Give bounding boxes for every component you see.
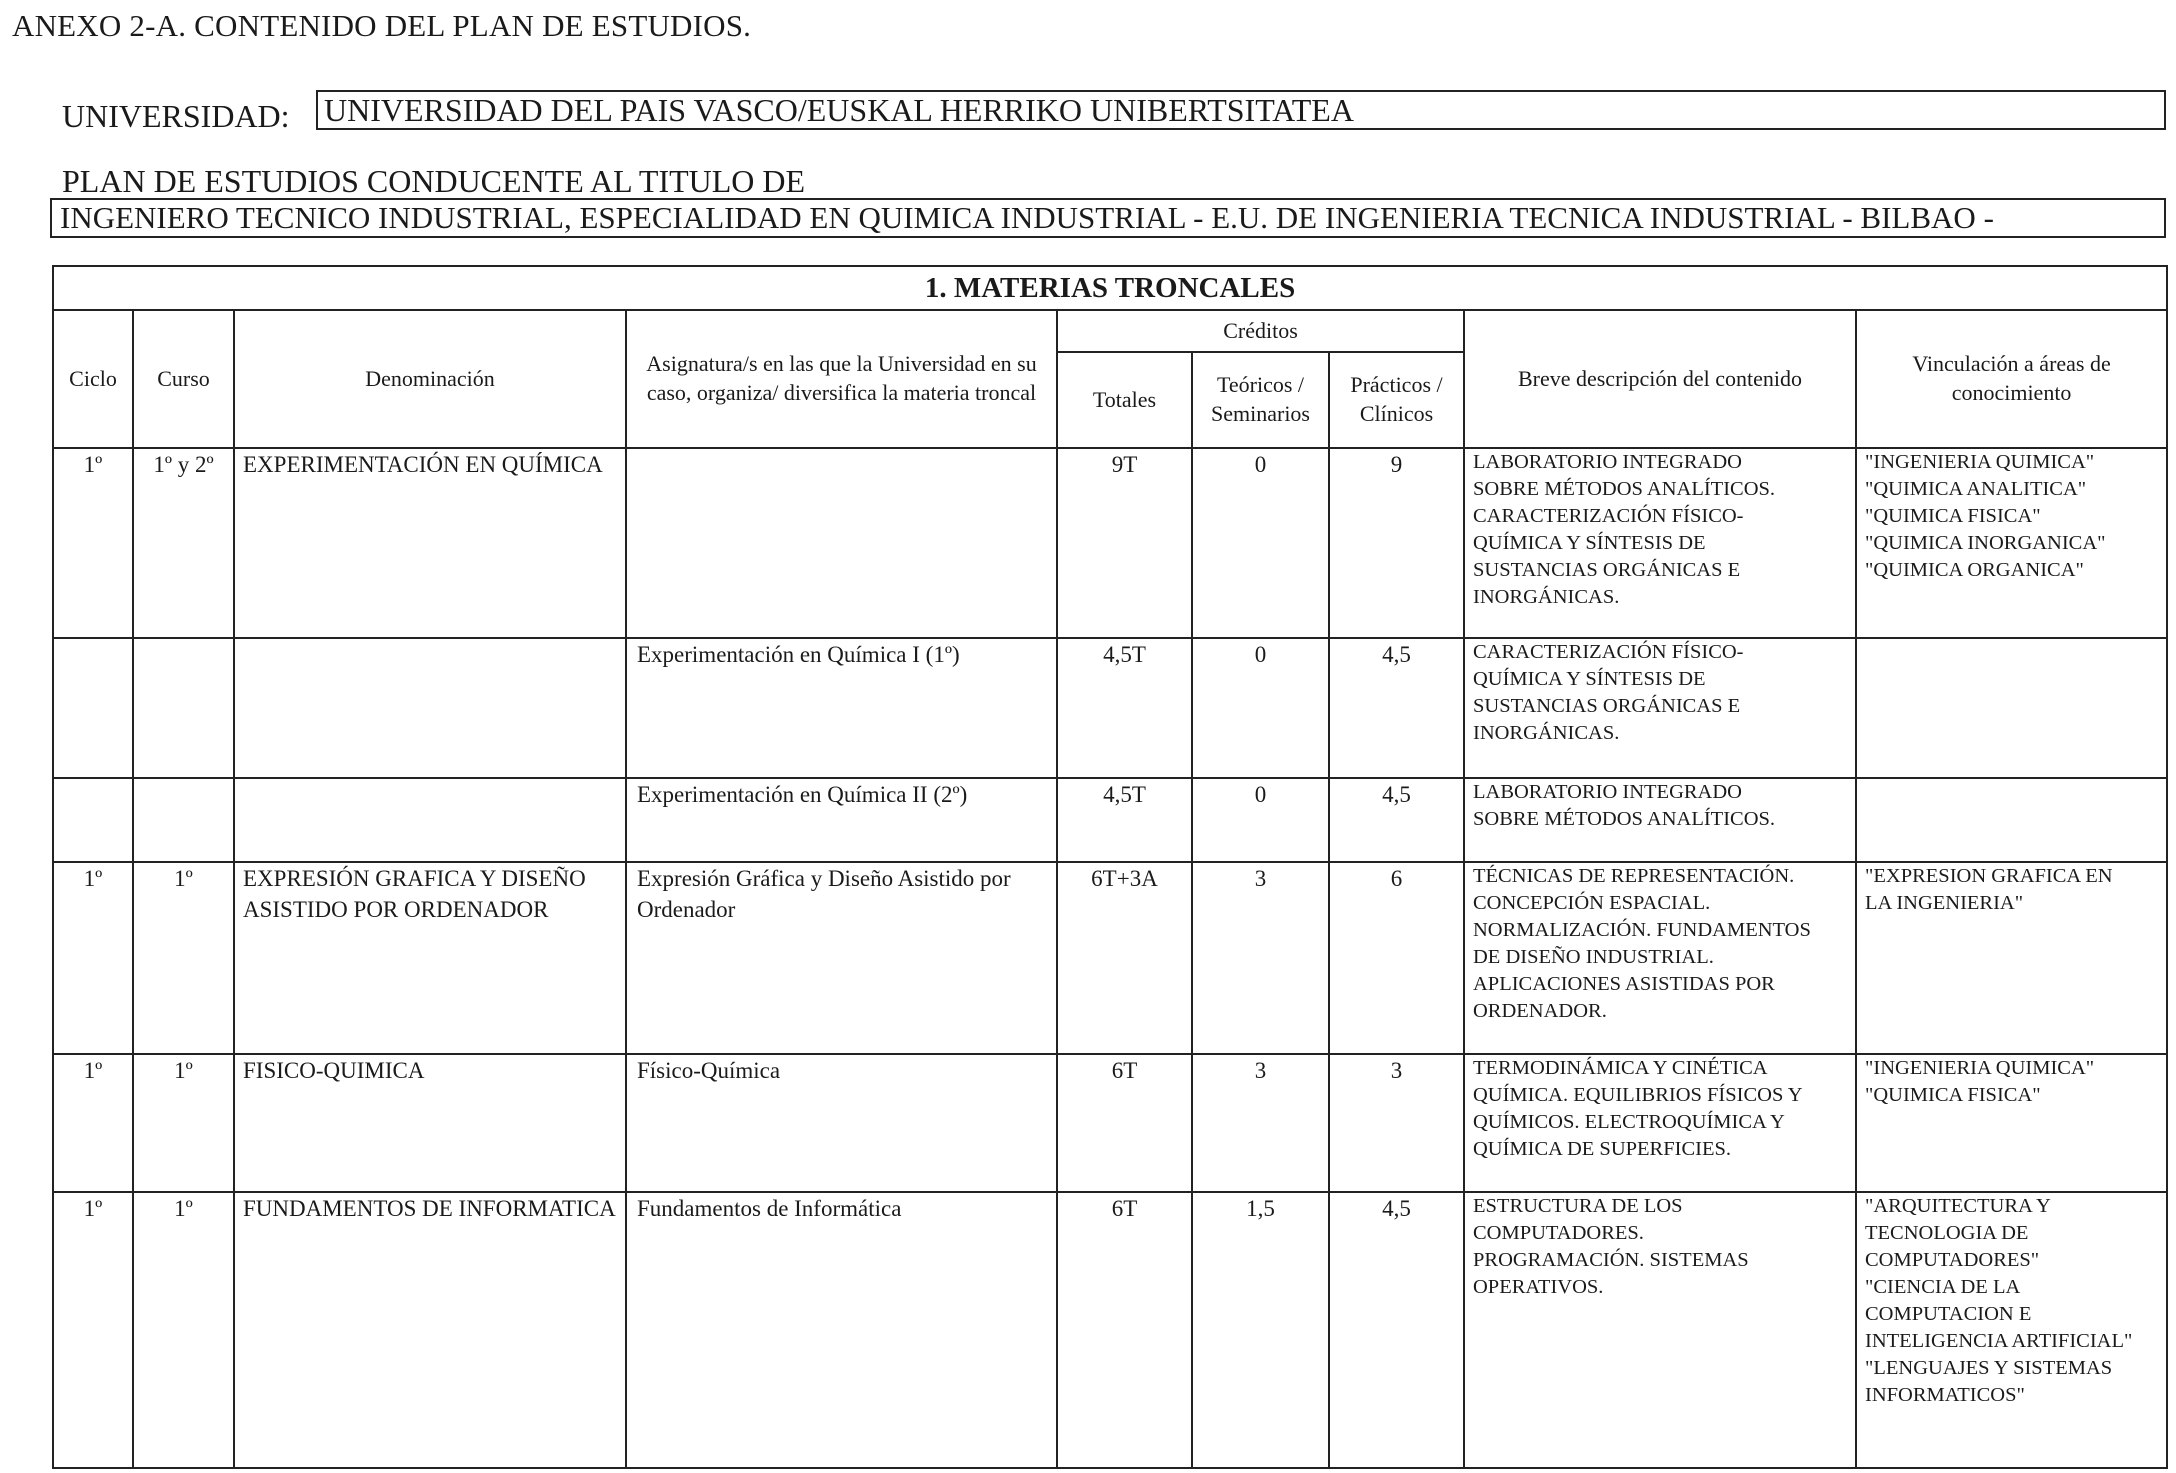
descripcion-line: SUSTANCIAS ORGÁNICAS E: [1473, 559, 1741, 581]
cell-ciclo: 1º: [53, 1192, 133, 1468]
cell-asignatura: [626, 448, 1057, 638]
vinculacion-line: "QUIMICA FISICA": [1865, 1084, 2041, 1106]
annex-title: ANEXO 2-A. CONTENIDO DEL PLAN DE ESTUDIOS.: [12, 8, 752, 43]
descripcion-line: CONCEPCIÓN ESPACIAL.: [1473, 892, 1711, 914]
cell-asignatura: Expresión Gráfica y Diseño Asistido por Ordenador: [626, 862, 1057, 1054]
table-row: [53, 862, 2167, 1054]
descripcion-line: SOBRE MÉTODOS ANALÍTICOS.: [1473, 808, 1776, 830]
vinculacion-line: "CIENCIA DE LA: [1865, 1276, 2021, 1298]
cell-vinculacion: [1856, 1192, 2167, 1468]
cell-curso: [133, 778, 234, 862]
cell-teoricos: 0: [1192, 638, 1329, 778]
cell-denominacion: FISICO-QUIMICA: [234, 1054, 626, 1192]
vinculacion-line: LA INGENIERIA": [1865, 892, 2024, 914]
materias-troncales-table: [52, 265, 2168, 1469]
cell-asignatura: Físico-Química: [626, 1054, 1057, 1192]
col-totales: Totales: [1057, 352, 1192, 448]
vinculacion-line: COMPUTACION E: [1865, 1303, 2032, 1325]
descripcion-line: ESTRUCTURA DE LOS: [1473, 1195, 1683, 1217]
cell-denominacion: FUNDAMENTOS DE INFORMATICA: [234, 1192, 626, 1468]
descripcion-line: TÉCNICAS DE REPRESENTACIÓN.: [1473, 865, 1795, 887]
vinculacion-line: "INGENIERIA QUIMICA": [1865, 451, 2095, 473]
descripcion-line: TERMODINÁMICA Y CINÉTICA: [1473, 1057, 1768, 1079]
cell-practicos: 3: [1329, 1054, 1464, 1192]
table-row: [53, 1192, 2167, 1468]
cell-denominacion: [234, 638, 626, 778]
vinculacion-line: TECNOLOGIA DE: [1865, 1222, 2029, 1244]
cell-denominacion: [234, 778, 626, 862]
descripcion-line: PROGRAMACIÓN. SISTEMAS: [1473, 1249, 1749, 1271]
descripcion-line: CARACTERIZACIÓN FÍSICO-: [1473, 505, 1744, 527]
vinculacion-line: "LENGUAJES Y SISTEMAS: [1865, 1357, 2113, 1379]
vinculacion-line: "ARQUITECTURA Y: [1865, 1195, 2051, 1217]
descripcion-line: QUÍMICA Y SÍNTESIS DE: [1473, 668, 1706, 690]
descripcion-line: INORGÁNICAS.: [1473, 722, 1620, 744]
cell-teoricos: 0: [1192, 778, 1329, 862]
vinculacion-line: INTELIGENCIA ARTIFICIAL": [1865, 1330, 2133, 1352]
cell-practicos: 6: [1329, 862, 1464, 1054]
descripcion-line: QUÍMICA. EQUILIBRIOS FÍSICOS Y: [1473, 1084, 1803, 1106]
cell-asignatura: Experimentación en Química I (1º): [626, 638, 1057, 778]
cell-ciclo: [53, 638, 133, 778]
cell-descripcion: [1464, 1192, 1856, 1468]
col-asignaturas: Asignatura/s en las que la Universidad en su caso, organiza/ diversifica la materia troncal: [626, 310, 1057, 448]
cell-ciclo: 1º: [53, 862, 133, 1054]
cell-totales: 6T: [1057, 1054, 1192, 1192]
col-practicos: Prácticos / Clínicos: [1329, 352, 1464, 448]
descripcion-line: OPERATIVOS.: [1473, 1276, 1604, 1298]
cell-totales: 4,5T: [1057, 638, 1192, 778]
vinculacion-line: "QUIMICA FISICA": [1865, 505, 2041, 527]
cell-curso: [133, 638, 234, 778]
vinculacion-line: "EXPRESION GRAFICA EN: [1865, 865, 2113, 887]
table-row: [53, 638, 2167, 778]
university-label: UNIVERSIDAD:: [62, 98, 290, 134]
plan-label: PLAN DE ESTUDIOS CONDUCENTE AL TITULO DE: [62, 163, 806, 199]
cell-practicos: 9: [1329, 448, 1464, 638]
cell-vinculacion: [1856, 638, 2167, 778]
cell-ciclo: 1º: [53, 448, 133, 638]
degree-title-box: INGENIERO TECNICO INDUSTRIAL, ESPECIALIDAD EN QUIMICA INDUSTRIAL - E.U. DE INGENIERIA TECNICA INDUSTRIAL - BILBAO -: [50, 198, 2166, 238]
descripcion-line: APLICACIONES ASISTIDAS POR: [1473, 973, 1775, 995]
descripcion-line: DE DISEÑO INDUSTRIAL.: [1473, 946, 1714, 968]
vinculacion-line: INFORMATICOS": [1865, 1384, 2025, 1406]
cell-teoricos: 1,5: [1192, 1192, 1329, 1468]
table-row: [53, 1054, 2167, 1192]
descripcion-line: INORGÁNICAS.: [1473, 586, 1620, 608]
cell-curso: 1º: [133, 1192, 234, 1468]
table-row: [53, 778, 2167, 862]
cell-descripcion: [1464, 862, 1856, 1054]
cell-ciclo: 1º: [53, 1054, 133, 1192]
descripcion-line: LABORATORIO INTEGRADO: [1473, 451, 1742, 473]
descripcion-line: SOBRE MÉTODOS ANALÍTICOS.: [1473, 478, 1776, 500]
descripcion-line: LABORATORIO INTEGRADO: [1473, 781, 1742, 803]
cell-teoricos: 3: [1192, 862, 1329, 1054]
descripcion-line: ORDENADOR.: [1473, 1000, 1607, 1022]
col-teoricos: Teóricos / Seminarios: [1192, 352, 1329, 448]
vinculacion-line: "QUIMICA ORGANICA": [1865, 559, 2084, 581]
cell-practicos: 4,5: [1329, 638, 1464, 778]
section-title: 1. MATERIAS TRONCALES: [53, 266, 2167, 310]
cell-descripcion: [1464, 778, 1856, 862]
cell-teoricos: 0: [1192, 448, 1329, 638]
cell-vinculacion: [1856, 448, 2167, 638]
col-descripcion: Breve descripción del contenido: [1464, 310, 1856, 448]
cell-totales: 6T+3A: [1057, 862, 1192, 1054]
vinculacion-line: COMPUTADORES": [1865, 1249, 2040, 1271]
descripcion-line: SUSTANCIAS ORGÁNICAS E: [1473, 695, 1741, 717]
col-curso: Curso: [133, 310, 234, 448]
university-name-box: UNIVERSIDAD DEL PAIS VASCO/EUSKAL HERRIKO UNIBERTSITATEA: [316, 90, 2166, 130]
cell-ciclo: [53, 778, 133, 862]
cell-teoricos: 3: [1192, 1054, 1329, 1192]
cell-denominacion: EXPRESIÓN GRAFICA Y DISEÑO ASISTIDO POR ORDENADOR: [234, 862, 626, 1054]
cell-curso: 1º: [133, 1054, 234, 1192]
descripcion-line: QUÍMICA Y SÍNTESIS DE: [1473, 532, 1706, 554]
cell-practicos: 4,5: [1329, 778, 1464, 862]
cell-practicos: 4,5: [1329, 1192, 1464, 1468]
cell-totales: 6T: [1057, 1192, 1192, 1468]
cell-vinculacion: [1856, 1054, 2167, 1192]
vinculacion-line: "INGENIERIA QUIMICA": [1865, 1057, 2095, 1079]
col-creditos: Créditos: [1057, 310, 1464, 352]
col-denominacion: Denominación: [234, 310, 626, 448]
cell-vinculacion: [1856, 862, 2167, 1054]
descripcion-line: QUÍMICA DE SUPERFICIES.: [1473, 1138, 1731, 1160]
cell-curso: 1º: [133, 862, 234, 1054]
col-vinculacion: Vinculación a áreas de conocimiento: [1856, 310, 2167, 448]
vinculacion-line: "QUIMICA ANALITICA": [1865, 478, 2087, 500]
cell-curso: 1º y 2º: [133, 448, 234, 638]
cell-totales: 4,5T: [1057, 778, 1192, 862]
descripcion-line: QUÍMICOS. ELECTROQUÍMICA Y: [1473, 1111, 1785, 1133]
table-row: [53, 448, 2167, 638]
cell-asignatura: Experimentación en Química II (2º): [626, 778, 1057, 862]
cell-descripcion: [1464, 638, 1856, 778]
vinculacion-line: "QUIMICA INORGANICA": [1865, 532, 2106, 554]
descripcion-line: CARACTERIZACIÓN FÍSICO-: [1473, 641, 1744, 663]
col-ciclo: Ciclo: [53, 310, 133, 448]
cell-asignatura: Fundamentos de Informática: [626, 1192, 1057, 1468]
cell-descripcion: [1464, 448, 1856, 638]
descripcion-line: COMPUTADORES.: [1473, 1222, 1644, 1244]
cell-denominacion: EXPERIMENTACIÓN EN QUÍMICA: [234, 448, 626, 638]
cell-vinculacion: [1856, 778, 2167, 862]
cell-totales: 9T: [1057, 448, 1192, 638]
cell-descripcion: [1464, 1054, 1856, 1192]
descripcion-line: NORMALIZACIÓN. FUNDAMENTOS: [1473, 919, 1811, 941]
